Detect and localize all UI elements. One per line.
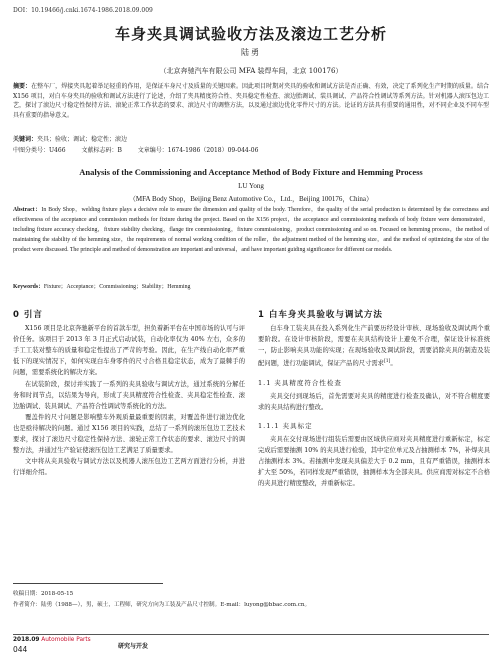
section-1-paragraph-1-text: 白车身工装夹具在投入系列化生产前要历经设计审核、现场验收及调试两个重要阶段。在设计审核阶段，需要在夹具结构设计上避免不合理，保证设计标准统一，防止影响夹具功能的实现；在现场验收及调试阶段，需要消除夹具的制造及装配问题，进行功能调试，保证产品的尺寸需求 [258, 325, 490, 368]
keywords-cn-text: 夹具；验收；调试；稳定性；滚边 [37, 136, 128, 143]
abstract-cn [13, 82, 489, 120]
footer-journal [13, 637, 91, 643]
section-1-paragraph-1 [258, 323, 490, 369]
subsection-1-1-1-heading: 1.1.1 夹具标定 [258, 421, 313, 430]
author-en: LU Yong [238, 182, 264, 190]
footer-divider [13, 634, 489, 635]
footer-magazine: Automobile Parts [41, 637, 91, 643]
author-cn: 陆勇 [241, 48, 261, 57]
subsection-1-1-heading: 1.1 夹具精度符合性检查 [258, 378, 342, 387]
section-1-heading: 1 白车身夹具验收与调试方法 [258, 310, 383, 320]
running-section-title: 研究与开发 [118, 643, 149, 650]
subsection-1-1-paragraph: 夹具交付到现场后，首先需要对夹具的精度进行检查及确认，对不符合精度要求的夹具结构进行整改。 [258, 392, 490, 411]
footer-year: 2018.09 [13, 637, 40, 643]
abstract-en [13, 205, 489, 255]
page-number: 044 [13, 645, 28, 654]
paper-title-en: Analysis of the Commissioning and Acceptance Method of Body Fixture and Hemming Process [79, 167, 423, 177]
affiliation-cn: （北京奔驰汽车有限公司 MFA 装焊车间，北京 100176） [159, 67, 343, 75]
keywords-en [13, 281, 190, 290]
abstract-cn-text: 在整车厂，焊接夹具起着举足轻重的作用，是保证车身尺寸及质量的关键因素。因此项目时期对夹具的验收和调试方法是否正确、有效，决定了系列化生产时期的质量。结合 X156 项目，对白车身夹具的验收和调试方法进行了论述，介绍了夹具精度符合性、夹具稳定性检查、滚边胎调试、装具调试、产品符合性调试等系列方法。针对机器人滚压包边工艺，探讨了滚边尺寸稳定性保持方法、滚轮正常工作状态的要求、滚边尺寸的调整方法，以及通过滚边优化零件尺寸的方法。论证的方法具有重要的通用性，对不同企业及不同车型具有重要的指导意义。 [13, 83, 489, 119]
abstract-cn-label: 摘要： [13, 83, 32, 90]
affiliation-en: （MFA Body Shop，Beijing Benz Automotive Co.，Ltd.，Beijing 100176，China） [128, 195, 374, 203]
section-0-paragraph-4: 文中将从夹具验收与调试方法以及机器人滚压包边工艺两方面进行分析，并进行详细介绍。 [13, 458, 245, 477]
abstract-en-label: Abstract： [13, 207, 42, 213]
clc-number: 中图分类号：U466 [13, 147, 66, 154]
footnote-received-date: 收稿日期：2018-05-15 [13, 591, 74, 597]
keywords-cn-label: 关键词： [13, 136, 38, 143]
subsection-1-1-1-paragraph: 夹具在交付现场进行组装后需要由区域供应商对夹具精度进行重新标定，标定完成后需要抽测 10% 的夹具进行检验，其中定位单元及占抽测样本 7%，补焊夹具占抽测样本 3%。若抽测中发现夹具偏差大于 0.2 mm，且有严重错误，抽测样本扩大至 50%，若同样发现严重错误，抽测样本为全部夹具。供应商需对标定不合格的夹具进行精度整改，并重新标定。 [258, 435, 490, 488]
article-number: 文章编号：1674-1986（2018）09-044-06 [137, 147, 259, 154]
section-0-paragraph-3: 覆盖件的尺寸问题是影响整车外观质量最重要的因素，对覆盖件进行滚边优化也是亟待解决的问题。通过 X156 项目的实践，总结了一系列的滚压包边工艺技术要求，探讨了滚边尺寸稳定性保持方法、滚轮正常工作状态的要求、滚边尺寸的调整方法，并通过生产验证使滚压包边工艺满足了质量要求。 [13, 413, 245, 455]
abstract-en-text: In Body Shop，welding fixture plays a decisive role to ensure the dimension and quality of the body. Therefore，the quality of the serial production is determined by the correctness and effectiveness of the acceptance and commission methods for fixture during the project. Based on the X156 project，the acceptance and commissioning methods of body fixture were demonstrated，including fixture accuracy checking，fixture stability checking，flange tire commissioning，fixture commissioning，product commissioning and so on. Focused on hemming process，the method of maintaining the stability of the hemming size，the requirements of normal working condition of the roller，the adjustment method of the hemming size，and the method of optimizing the size of the product were discussed. The principle and method of demonstration are important and universal，and have important guiding significance for different car models. [13, 207, 490, 253]
section-0-heading: 0 引言 [13, 310, 43, 320]
doi-line: DOI：10.19466/j.cnki.1674-1986.2018.09.009 [13, 7, 153, 14]
citation-1: [1] [383, 359, 391, 365]
section-0-paragraph-2: 在试装阶段，探讨并实践了一系列的夹具验收与调试方法，通过系统的分解任务和时间节点，以结果为导向，形成了夹具精度符合性检查、夹具稳定性检查、滚边胎调试、装具调试、产品符合性调试等系统化的方法。 [13, 380, 245, 410]
document-code: 文献标志码：B [81, 147, 122, 154]
keywords-en-text: Fixture；Acceptance；Commissioning；Stability；Hemming [43, 284, 191, 290]
keywords-en-label: Keywords： [13, 284, 44, 290]
footnote-author-bio: 作者简介：陆勇（1988—），男，硕士，工程师，研究方向为工装及产品尺寸控制。E-mail：luyong@bbac.com.cn。 [13, 602, 311, 608]
paper-title-cn: 车身夹具调试验收方法及滚边工艺分析 [114, 25, 387, 43]
section-1-paragraph-1-end: 。 [390, 360, 397, 368]
left-column [13, 310, 245, 478]
footnote-divider [13, 583, 163, 584]
section-0-paragraph-1: X156 项目是北京奔驰新平台的首款车型，担负着新平台在中国市场的认可与评价任务。该项目于 2013 年 3 月正式启动试装，自动化率仅为 40% 左右，众多的手工工装对整车的质量和稳定性提出了严苛的考验。因此，在生产线自动化率严重低下的现实情况下，如何实现白车身零件的尺寸合格且稳定状态，成为了最棘手的问题，需要系统化的解决方案。 [13, 325, 246, 377]
keywords-cn [13, 134, 127, 143]
right-column [258, 310, 490, 489]
classification-meta [13, 145, 272, 154]
